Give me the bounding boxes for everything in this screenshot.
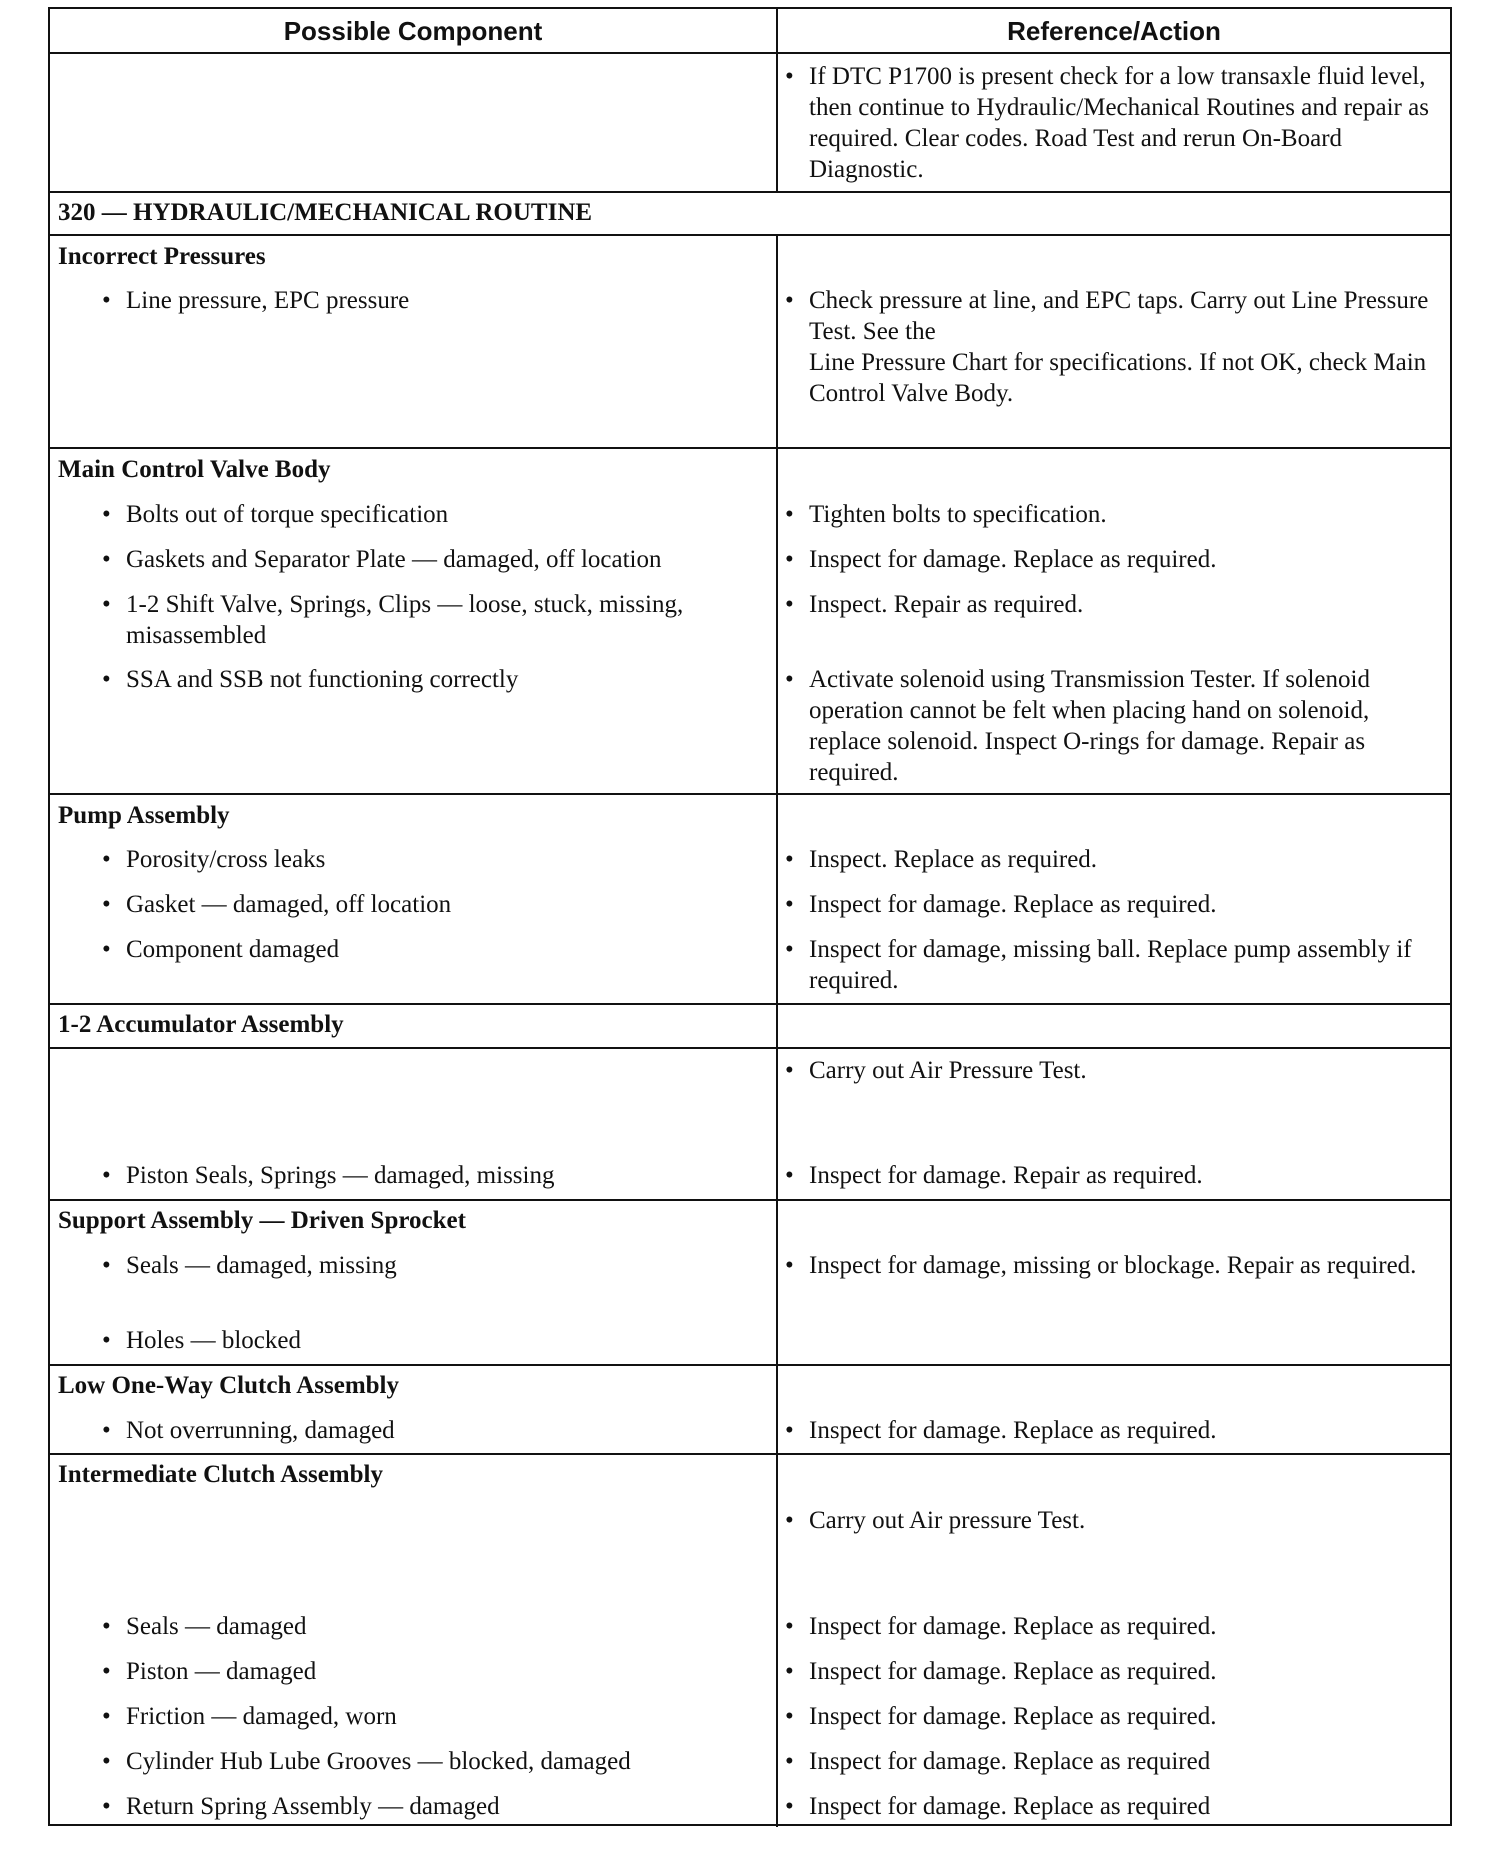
column-divider-bottom: [776, 235, 778, 1827]
row-divider: [50, 1453, 1450, 1455]
component-item: • Gasket — damaged, off location: [102, 891, 452, 918]
intro-action: • If DTC P1700 is present check for a low transaxle fluid level, then continue to Hydraulic/Mechanical Routines and repair as required. Clear codes. Road Test and rerun On-Board Diagnostic.: [785, 63, 1429, 183]
bullet-icon: •: [785, 1793, 794, 1820]
diagnostic-table: [48, 7, 1452, 1826]
action-item: • Carry out Air pressure Test.: [785, 1507, 1086, 1534]
bullet-icon: •: [785, 501, 794, 528]
bullet-icon: •: [102, 1793, 111, 1820]
bullet-icon: •: [785, 1658, 794, 1685]
section-title: Incorrect Pressures: [58, 243, 266, 270]
bullet-icon: •: [102, 591, 111, 618]
component-item: • Cylinder Hub Lube Grooves — blocked, damaged: [102, 1748, 631, 1775]
row-divider: [50, 1003, 1450, 1005]
action-item: • Activate solenoid using Transmission Tester. If solenoid operation cannot be felt when placing hand on solenoid, replace solenoid. Inspect O-rings for damage. Repair as required.: [785, 666, 1370, 786]
bullet-icon: •: [785, 1417, 794, 1444]
action-item: • Carry out Air Pressure Test.: [785, 1057, 1087, 1084]
component-item: • Piston Seals, Springs — damaged, missing: [102, 1162, 555, 1189]
action-item: • Inspect for damage. Replace as required.: [785, 1613, 1217, 1640]
action-item: • Inspect for damage, missing or blockage. Repair as required.: [785, 1252, 1417, 1279]
action-item: • Check pressure at line, and EPC taps. Carry out Line Pressure Test. See the: [785, 287, 1429, 345]
action-item: • Inspect. Repair as required.: [785, 591, 1084, 618]
action-item: • Inspect for damage. Repair as required.: [785, 1162, 1203, 1189]
action-item-continued: Line Pressure Chart for specifications. If not OK, check Main Control Valve Body.: [809, 349, 1427, 407]
bullet-icon: •: [102, 1748, 111, 1775]
bullet-icon: •: [785, 936, 794, 963]
action-item: • Inspect for damage. Replace as required.: [785, 1658, 1217, 1685]
component-item: • Piston — damaged: [102, 1658, 317, 1685]
row-divider: [50, 234, 1450, 236]
component-item: • Seals — damaged, missing: [102, 1252, 397, 1279]
bullet-icon: •: [102, 1327, 111, 1354]
section-title: Low One-Way Clutch Assembly: [58, 1372, 400, 1399]
bullet-icon: •: [785, 1252, 794, 1279]
bullet-icon: •: [102, 936, 111, 963]
section-title: 1-2 Accumulator Assembly: [58, 1011, 344, 1038]
bullet-icon: •: [785, 1613, 794, 1640]
bullet-icon: •: [785, 1057, 794, 1084]
section-title: Support Assembly — Driven Sprocket: [58, 1207, 466, 1234]
component-item: • Seals — damaged: [102, 1613, 307, 1640]
bullet-icon: •: [102, 1613, 111, 1640]
bullet-icon: •: [102, 287, 111, 314]
component-item: • 1-2 Shift Valve, Springs, Clips — loose, stuck, missing, misassembled: [102, 591, 684, 649]
action-item: • Inspect for damage. Replace as required.: [785, 891, 1217, 918]
header-reference-action: Reference/Action: [1007, 16, 1221, 46]
component-item: • Friction — damaged, worn: [102, 1703, 397, 1730]
bullet-icon: •: [102, 546, 111, 573]
component-item: • SSA and SSB not functioning correctly: [102, 666, 519, 693]
action-item: • Inspect for damage. Replace as required.: [785, 546, 1217, 573]
section-title: Intermediate Clutch Assembly: [58, 1461, 383, 1488]
bullet-icon: •: [785, 546, 794, 573]
header-possible-component: Possible Component: [283, 16, 543, 46]
component-item: • Gaskets and Separator Plate — damaged, off location: [102, 546, 662, 573]
bullet-icon: •: [785, 1507, 794, 1534]
row-divider: [50, 793, 1450, 795]
bullet-icon: •: [785, 846, 794, 873]
bullet-icon: •: [785, 287, 794, 314]
routine-title: 320 — HYDRAULIC/MECHANICAL ROUTINE: [58, 199, 593, 226]
section-title: Pump Assembly: [58, 802, 230, 829]
bullet-icon: •: [102, 1252, 111, 1279]
action-item: • Inspect. Replace as required.: [785, 846, 1098, 873]
bullet-icon: •: [102, 1658, 111, 1685]
action-item: • Tighten bolts to specification.: [785, 501, 1107, 528]
action-item: • Inspect for damage, missing ball. Replace pump assembly if required.: [785, 936, 1412, 994]
component-item: • Not overrunning, damaged: [102, 1417, 395, 1444]
bullet-icon: •: [102, 501, 111, 528]
row-divider: [50, 191, 1450, 193]
bullet-icon: •: [785, 891, 794, 918]
component-item: • Return Spring Assembly — damaged: [102, 1793, 500, 1820]
bullet-icon: •: [102, 1417, 111, 1444]
bullet-icon: •: [102, 1162, 111, 1189]
bullet-icon: •: [785, 1162, 794, 1189]
row-divider: [50, 1364, 1450, 1366]
component-item: • Holes — blocked: [102, 1327, 301, 1354]
bullet-icon: •: [102, 666, 111, 693]
action-item: • Inspect for damage. Replace as required: [785, 1793, 1211, 1820]
bullet-icon: •: [102, 1703, 111, 1730]
action-item: • Inspect for damage. Replace as required.: [785, 1417, 1217, 1444]
row-divider: [50, 1199, 1450, 1201]
section-title: Main Control Valve Body: [58, 456, 331, 483]
bullet-icon: •: [102, 891, 111, 918]
bullet-icon: •: [102, 846, 111, 873]
bullet-icon: •: [785, 1703, 794, 1730]
bullet-icon: •: [785, 666, 794, 693]
component-item: • Porosity/cross leaks: [102, 846, 326, 873]
bullet-icon: •: [785, 63, 794, 90]
bullet-icon: •: [785, 591, 794, 618]
action-item: • Inspect for damage. Replace as required: [785, 1748, 1211, 1775]
row-divider: [50, 447, 1450, 449]
component-item: • Component damaged: [102, 936, 340, 963]
component-item: • Bolts out of torque specification: [102, 501, 449, 528]
row-divider: [50, 1047, 1450, 1049]
action-item: • Inspect for damage. Replace as required.: [785, 1703, 1217, 1730]
bullet-icon: •: [785, 1748, 794, 1775]
component-item: • Line pressure, EPC pressure: [102, 287, 410, 314]
